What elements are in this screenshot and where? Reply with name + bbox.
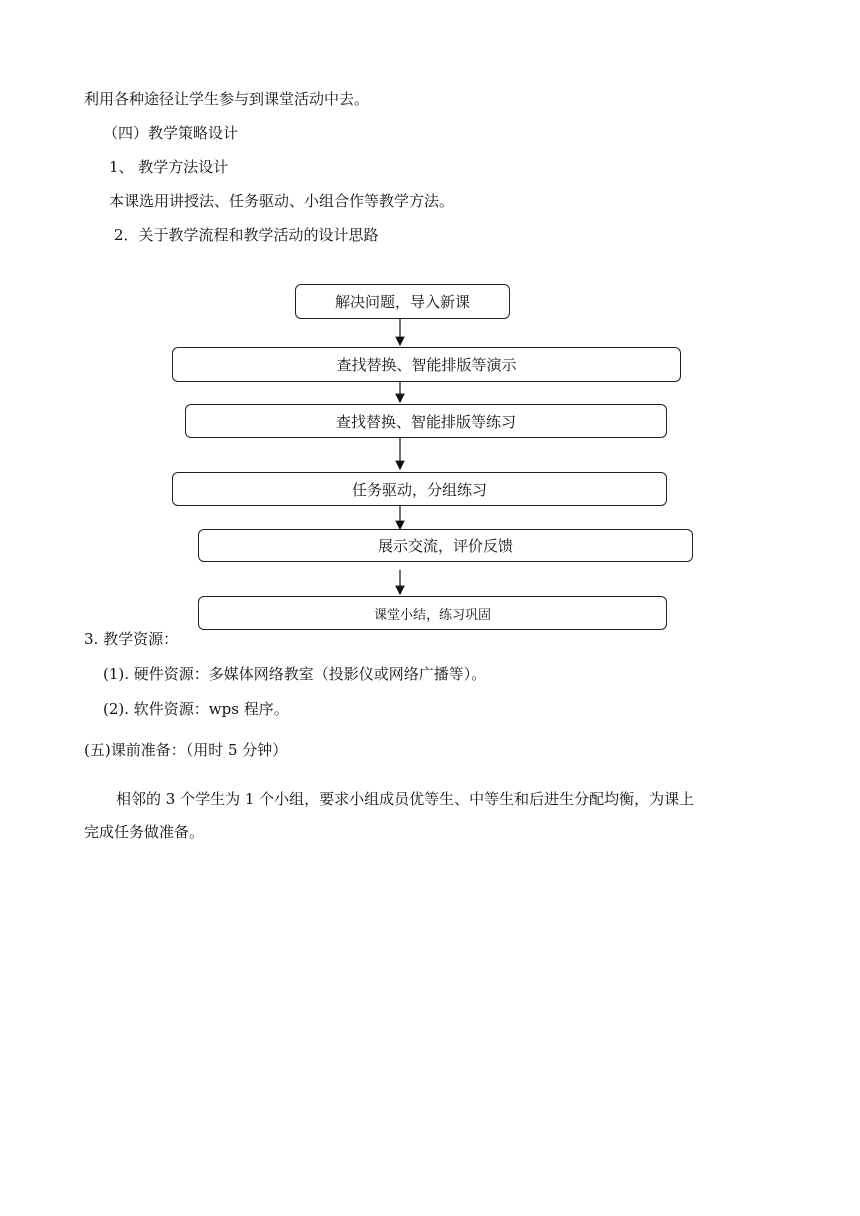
flow-step-1: 解决问题，导入新课 (295, 284, 510, 319)
preparation-body-line2: 完成任务做准备。 (84, 823, 205, 841)
flow-step-2: 查找替换、智能排版等演示 (172, 347, 681, 382)
subheading-1: 1、 教学方法设计 (109, 158, 229, 176)
resource-item-software: (2). 软件资源：wps 程序。 (103, 700, 289, 718)
paragraph-text: 本课选用讲授法、任务驱动、小组合作等教学方法。 (109, 192, 455, 210)
preparation-body-line1: 相邻的 3 个学生为 1 个小组，要求小组成员优等生、中等生和后进生分配均衡，为课上 (116, 790, 695, 808)
flow-step-4: 任务驱动，分组练习 (172, 472, 667, 506)
subheading-2: 2．关于教学流程和教学活动的设计思路 (114, 226, 379, 244)
resources-heading: 3. 教学资源： (84, 630, 179, 648)
paragraph-text: 利用各种途径让学生参与到课堂活动中去。 (84, 90, 370, 108)
preparation-heading: (五)课前准备：（用时 5 分钟） (84, 741, 288, 759)
flow-step-3: 查找替换、智能排版等练习 (185, 404, 667, 438)
flow-step-5: 展示交流，评价反馈 (198, 529, 693, 562)
resource-item-hardware: (1). 硬件资源：多媒体网络教室（投影仪或网络广播等）。 (103, 665, 487, 683)
flow-step-6: 课堂小结，练习巩固 (198, 596, 667, 630)
section-heading-4: （四）教学策略设计 (103, 124, 239, 142)
